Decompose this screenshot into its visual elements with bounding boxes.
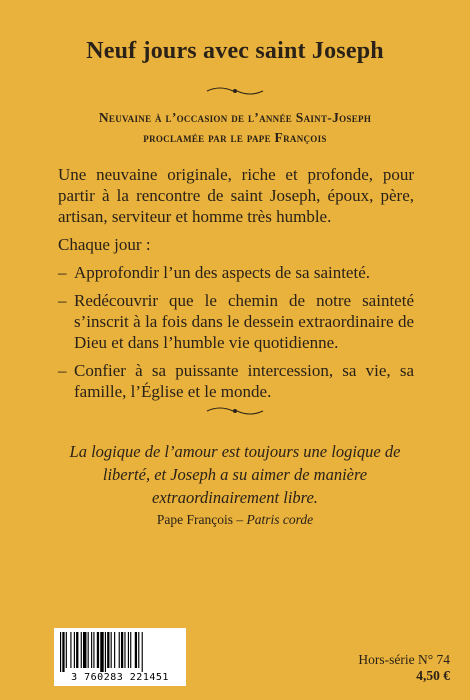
ornament-divider-icon (205, 84, 265, 98)
quote: La logique de l’amour est toujours une logique de liberté, et Joseph a su aimer de manière extraordinairement libre. (69, 442, 401, 507)
list-item (58, 360, 414, 402)
barcode-bars (60, 632, 180, 672)
list-item-text: Approfondir l’un des aspects de sa sainteté. (74, 263, 370, 282)
price: 4,50 € (416, 668, 450, 683)
barcode (54, 628, 186, 686)
series-label: Hors-série N° 74 (358, 652, 450, 667)
ornament-divider-icon (205, 404, 265, 418)
list-item-text: Confier à sa puissante intercession, sa vie, sa famille, l’Église et le monde. (74, 361, 414, 401)
quote-attribution (0, 512, 470, 528)
subtitle-line-1: Neuvaine à l’occasion de l’année Saint-Joseph (98, 110, 372, 125)
series-info (358, 652, 450, 684)
dash-bullet: – (58, 291, 67, 310)
attribution-author: Pape François (156, 512, 233, 527)
list-item (58, 262, 414, 283)
attribution-work: Patris corde (246, 512, 314, 527)
description (58, 164, 414, 409)
dash-bullet: – (58, 263, 67, 282)
subtitle-line-2: proclamée par le pape François (143, 130, 327, 145)
dash-bullet: – (58, 361, 67, 380)
subtitle (40, 108, 430, 148)
book-title: Neuf jours avec saint Joseph (86, 38, 384, 64)
barcode-number: 3 760283 221451 (71, 672, 169, 683)
list-item-text: Redécouvrir que le chemin de notre sainteté s’inscrit à la fois dans le dessein extraordinaire de Dieu et dans l’humble vie quotidienne. (74, 291, 414, 352)
list-item (58, 290, 414, 353)
each-day-label: Chaque jour : (58, 235, 151, 254)
intro-paragraph: Une neuvaine originale, riche et profonde, pour partir à la rencontre de saint Joseph, époux, père, artisan, serviteur et homme très humble. (58, 165, 414, 226)
attribution-separator: – (232, 512, 247, 527)
